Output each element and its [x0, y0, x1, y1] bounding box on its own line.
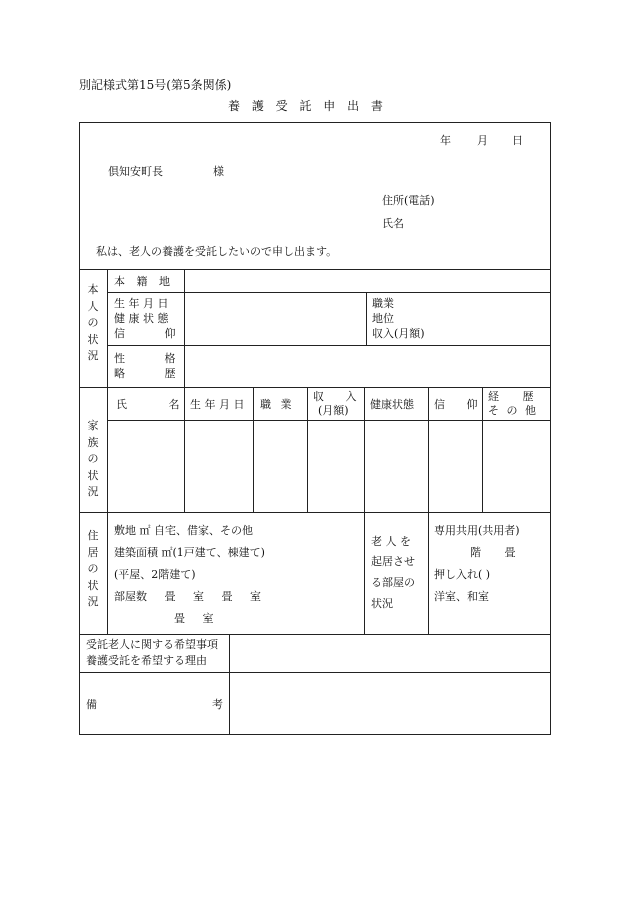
housing-line-3: (平屋、2階建て) — [114, 568, 196, 581]
housing-line-5: 畳 室 — [174, 612, 214, 625]
family-col-birth: 生 年 月 日 — [190, 398, 245, 411]
divider — [107, 345, 551, 346]
divider — [364, 512, 365, 634]
domicile-label: 本 籍 地 — [114, 275, 170, 288]
status-label: 地位 — [372, 312, 394, 325]
page-title: 養 護 受 託 申 出 書 — [228, 99, 387, 113]
divider — [366, 292, 367, 345]
addressee: 倶知安町長 — [108, 165, 163, 178]
divider — [79, 512, 551, 513]
family-col-faith: 信 仰 — [434, 398, 478, 411]
birth-label: 生 年 月 日 — [114, 297, 169, 310]
room-closet: 押し入れ( ) — [434, 568, 491, 581]
divider — [229, 634, 230, 735]
divider — [79, 269, 551, 270]
honorific: 様 — [213, 165, 224, 178]
divider — [107, 292, 551, 293]
room-label-4: 状況 — [371, 597, 393, 610]
remarks-label-left: 備 — [86, 698, 97, 711]
housing-line-2: 建築面積 ㎡(1戸建て、棟建て) — [114, 546, 265, 559]
divider — [79, 672, 551, 673]
housing-line-1: 敷地 ㎡ 自宅、借家、その他 — [114, 524, 253, 537]
room-label-2: 起居させ — [371, 555, 415, 568]
wishes-line-2: 養護受託を希望する理由 — [86, 654, 207, 667]
room-usage: 専用共用(共用者) — [434, 524, 520, 537]
family-section-heading: 家族の状況 — [87, 419, 99, 498]
health-label: 健 康 状 態 — [114, 312, 169, 325]
name-label: 氏名 — [382, 217, 404, 230]
divider — [364, 387, 365, 512]
family-col-health: 健康状態 — [370, 398, 414, 411]
room-label-3: る部屋の — [371, 576, 415, 589]
family-col-name: 氏 名 — [116, 398, 180, 411]
family-col-job: 職 業 — [260, 398, 292, 411]
divider — [107, 269, 108, 512]
divider — [79, 634, 551, 635]
family-col-other: そ の 他 — [488, 404, 536, 417]
character-label: 性 格 — [114, 352, 176, 365]
wishes-line-1: 受託老人に関する希望事項 — [86, 638, 218, 651]
divider — [428, 512, 429, 634]
faith-label: 信 仰 — [114, 327, 176, 340]
room-label-1: 老 人 を — [371, 535, 411, 548]
housing-line-4: 部屋数 畳 室 畳 室 — [114, 590, 261, 603]
divider — [107, 512, 108, 634]
divider — [184, 269, 185, 387]
room-type: 洋室、和室 — [434, 590, 489, 603]
form-reference: 別記様式第15号(第5条関係) — [79, 78, 232, 92]
divider — [307, 387, 308, 512]
family-col-income-unit: (月額) — [318, 404, 349, 417]
history-label: 略 歴 — [114, 367, 176, 380]
occupation-label: 職業 — [372, 297, 394, 310]
divider — [79, 387, 551, 388]
divider — [428, 387, 429, 512]
address-label: 住所(電話) — [382, 194, 435, 207]
income-label: 収入(月額) — [372, 327, 425, 340]
divider — [482, 387, 483, 512]
family-col-income: 収 入 — [313, 390, 357, 403]
statement: 私は、老人の養護を受託したいので申し出ます。 — [96, 245, 338, 258]
divider — [184, 387, 185, 512]
housing-section-heading: 住居の状況 — [87, 529, 99, 608]
divider — [107, 420, 551, 421]
month-label: 月 — [477, 134, 488, 147]
self-section-heading: 本人の状況 — [87, 283, 99, 362]
remarks-label-right: 考 — [212, 698, 223, 711]
divider — [253, 387, 254, 512]
family-col-history: 経 歴 — [488, 390, 534, 403]
day-label: 日 — [512, 134, 523, 147]
year-label: 年 — [440, 134, 451, 147]
room-floor: 階 畳 — [470, 546, 516, 559]
